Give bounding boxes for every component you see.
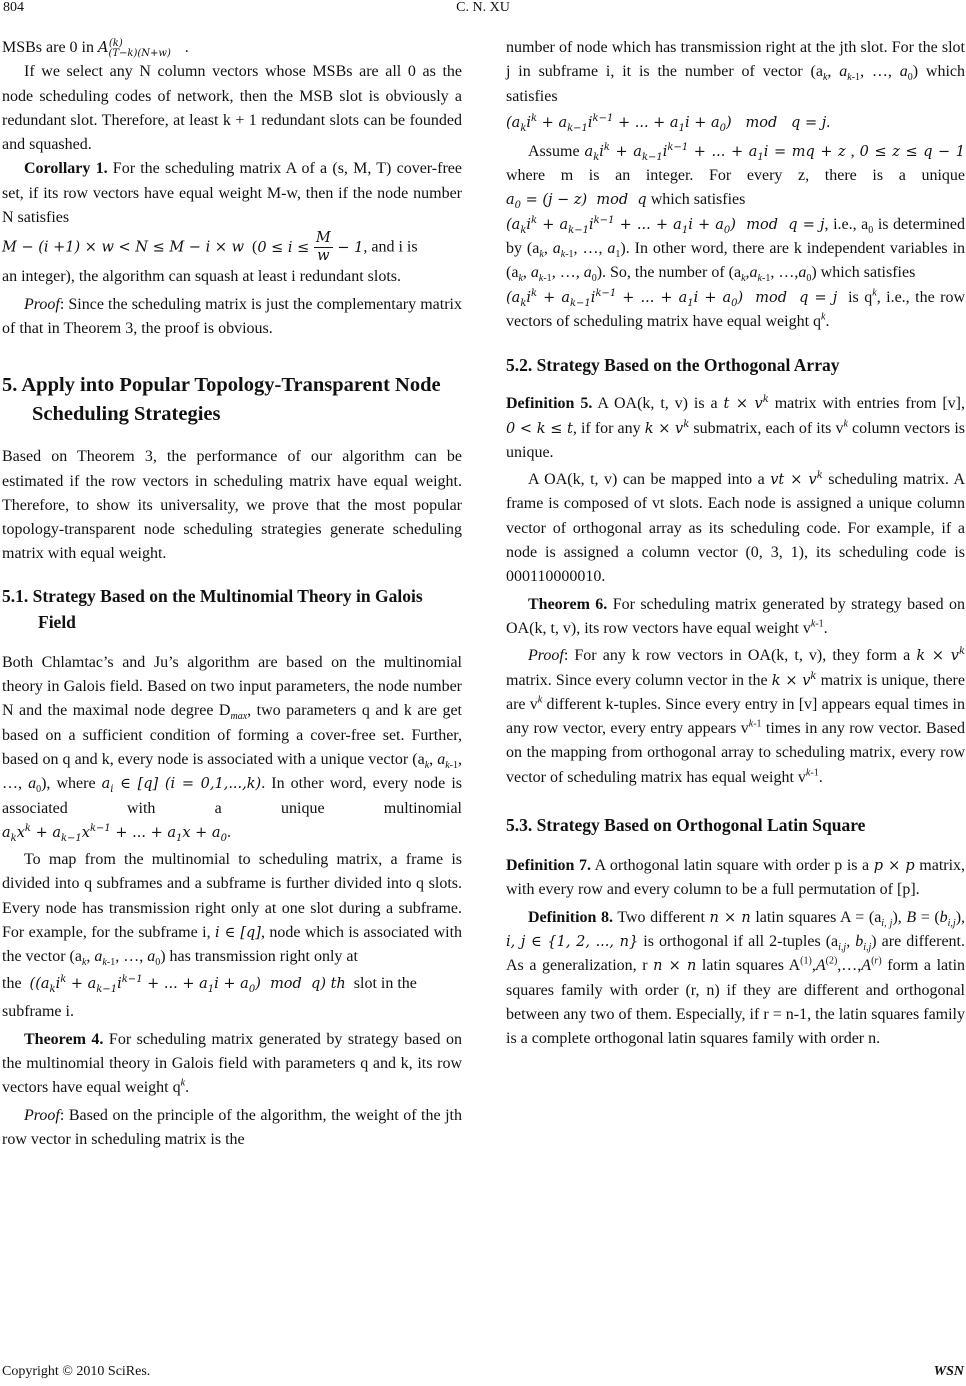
section-5-3-heading: 5.3. Strategy Based on Orthogonal Latin Square [506,815,866,836]
corollary-1-condition: M − (i +1) × w < N ≤ M − i × w (0 ≤ i ≤ $\frac{M}{w}$ − 1, and i is [2,230,418,265]
section-5-1-paragraph: Both Chlamtac’s and Ju’s algorithm are based on the multinomial theory in Galois field. Based on two input parameters, the node number N and the maximal node degree $D_{max}$, two parameters q and k are get based on a sufficient condition of forming a cover-free set. Further, based on q and k, every node is associated with a unique vector ($a_k$, $a_{k-1}$, …, $a_0$), where $a_i$ ∈ [q] (i = 0,1,...,k). In other word, every node is associated with a unique multinomial $a_kx^k + a_{k-1}x^{k-1}$ + ... + $a_1x + a_0$. [2,653,463,844]
mapping-formula: the (($a_ki^k + a_{k-1}i^{k-1}$ + ... + $a_1i + a_0$) mod q) th slot in the subframe i. [2,973,417,1020]
definition-5: Definition 5. A OA(k, t, v) is a $t \times v^k$ matrix with entries from [v], 0 < k ≤ t, if for any $k \times v^k$ submatrix, each of its $v^k$ column vectors is unique. [506,394,966,461]
definition-8: Definition 8. Two different n × n latin squares $A = (a_{i, j})$, $B = (b_{i,j})$, i, j ∈ {1, 2, ..., n} is orthogonal if all 2-tuples ($a_{i,j}$, $b_{i,j}$) are different. As a generalization, r n × n latin squares $A^{(1)},A^{(2)},\dots,A^{(r)}$ form a latin squares family with order (r, n) if they are different and orthogonal between any two of them. Especially, if r = n-1, the latin squares family is a complete orthogonal latin squares family with order n. [506,908,966,1048]
page-number: 804 [3,0,24,15]
proof-theorem-6: Proof: For any k row vectors in OA(k, t, v), they form a $k \times v^k$ matrix. Since every column vector in the $k \times v^k$ matrix is unique, there are $v^k$ different k-tuples. Since every entry in [v] appears equal times in any row vector, every entry appears $v^{k-1}$ times in any row vector. Based on the mapping from orthogonal array to scheduling matrix, every row vector of scheduling matrix has equal weight $v^{k-1}$. [506,646,966,786]
section-5-heading: 5. Apply into Popular Topology-Transparent Node Scheduling Strategies [2,374,441,426]
oa-mapping-paragraph: A OA(k, t, v) can be mapped into a vt × $v^k$ scheduling matrix. A frame is composed of vt slots. Each node is assigned a unique column vector of orthogonal array as its scheduling code. For example, if a node is assigned a column vector (0, 3, 1), its scheduling code is 000110000010. [506,470,966,586]
corollary-1-tail: an integer), the algorithm can squash at least i redundant slots. [2,268,401,286]
running-author: C. N. XU [456,0,510,15]
msb-line: MSBs are 0 in $A_{(T-k)(N+w)}^{(k)}$ . [2,38,189,59]
corollary-1: Corollary 1. For the scheduling matrix A of a (s, M, T) cover-free set, if its row vectors have equal weight M-w, then if the node number N satisfies [2,160,462,227]
section-5-1-heading: 5.1. Strategy Based on the Multinomial Theory in Galois Field [2,585,423,632]
equation-mod-1: ($a_ki^k + a_{k-1}i^{k-1}$ + ... + $a_1i + a_0$) mod q = j. [506,113,831,134]
page-footer [0,1364,966,1384]
copyright-notice: Copyright © 2010 SciRes. [2,1364,151,1379]
equation-mod-2: ($a_ki^k + a_{k-1}i^{k-1}$ + ... + $a_1i + a_0$) mod q = j, i.e., $a_0$ is determined by ($a_k$, $a_{k-1}$, …, $a_1$). In other word, there are k independent variables in ($a_k$, $a_{k-1}$, …, $a_0$). So, the number of ($a_k,a_{k-1}$, $\dots,a_0$) which satisfies [506,214,966,285]
equation-mod-3: ($a_ki^k + a_{k-1}i^{k-1}$ + ... + $a_1i + a_0$) mod q = j is $q^k$, i.e., the row vectors of scheduling matrix have equal weight $q^k$. [506,287,965,330]
proof-theorem-4: Proof: Based on the principle of the algorithm, the weight of the jth row vector in scheduling matrix is the [2,1106,462,1148]
theorem-4: Theorem 4. For scheduling matrix generated by strategy based on the multinomial theory in Galois field with parameters q and k, its row vectors have equal weight $q^k$. [2,1030,462,1097]
right-column [506,36,965,1051]
page-header [0,0,966,20]
slot-count-paragraph: number of node which has transmission right at the jth slot. For the slot j in subframe i, it is the number of vector ($a_k$, $a_{k-1}$, …, $a_0$) which satisfies [506,39,966,105]
proof-corollary-1: Proof: Since the scheduling matrix is just the complementary matrix of that in Theorem 3, the proof is obvious. [2,295,462,337]
section-5-2-heading: 5.2. Strategy Based on the Orthogonal Array [506,355,840,376]
paragraph-redundant-slot: If we select any N column vectors whose MSBs are all 0 as the node scheduling codes of network, then the MSB slot is obviously a redundant slot. Therefore, at least k + 1 redundant slots can be founded and squashed. [2,63,462,154]
left-column [2,36,462,1152]
section-5-paragraph: Based on Theorem 3, the performance of our algorithm can be estimated if the row vectors in scheduling matrix have equal weight. Therefore, to show its universality, we prove that the most popular topology-transparent node scheduling strategies generate scheduling matrix with equal weight. [2,448,462,563]
journal-abbrev: WSN [933,1364,964,1379]
mapping-paragraph: To map from the multinomial to scheduling matrix, a frame is divided into q subframes and a subframe is further divided into q slots. Every node has transmission right only at one slot during a subframe. For example, for the subframe i, i ∈ [q], node which is associated with the vector ($a_k$, $a_{k-1}$, …, $a_0$) has transmission right only at [2,851,463,969]
assume-paragraph: Assume $a_ki^k + a_{k-1}i^{k-1}$ + ... + $a_1i$ = mq + z , 0 ≤ z ≤ q − 1 where m is an integer. For every z, there is a unique $a_0 = (j - z)$ mod q which satisfies [506,142,966,212]
definition-7: Definition 7. A orthogonal latin square with order p is a p × p matrix, with every row and every column to be a full permutation of [p]. [506,857,966,899]
theorem-6: Theorem 6. For scheduling matrix generated by strategy based on OA(k, t, v), its row vectors have equal weight $v^{k-1}$. [506,595,965,637]
